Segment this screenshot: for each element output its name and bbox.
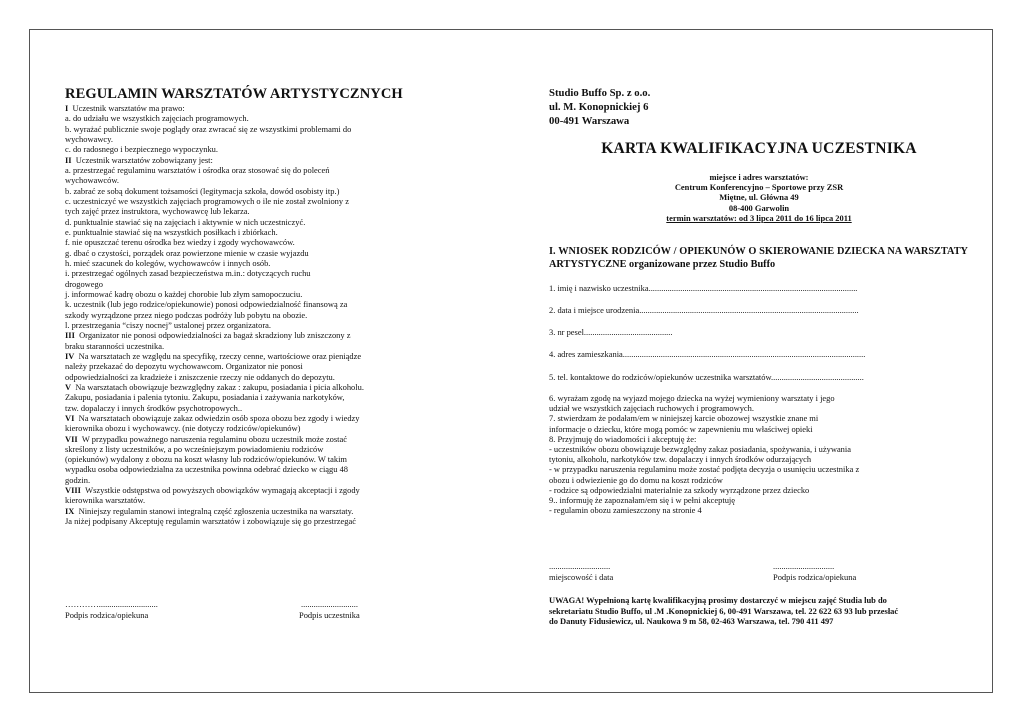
regulamin-line (65, 506, 415, 516)
venue-line: miejsce i adres warsztatów: (709, 172, 809, 182)
regulamin-text: szkody wyrządzone przez niego podczas podróży lub pobytu na obozie. (65, 309, 308, 320)
regulamin-text: e. punktualnie stawiać się na wszystkich posiłkach i zbiórkach. (65, 226, 278, 237)
regulamin-text: d. punktualnie stawiać się na zajęciach i aktywnie w nich uczestniczyć. (65, 216, 306, 227)
regulamin-line (65, 330, 415, 340)
regulamin-line (65, 258, 415, 268)
regulamin-text: tych zajęć przez instruktora, wychowawcę lub lekarza. (65, 206, 250, 217)
place-date-block (549, 561, 613, 583)
regulamin-text: drogowego (65, 278, 103, 289)
consent-line: 9.. informuję że zapoznałam/em się i w pełni akceptuję (549, 495, 736, 506)
regulamin-text: f. nie opuszczać terenu ośrodka bez wiedzy i zgody wychowawców. (65, 237, 295, 248)
regulamin-line (65, 495, 415, 505)
field-pesel: 3. nr pesel.......................................... (549, 327, 673, 337)
place-date-label: miejscowość i data (549, 572, 614, 582)
card-parent-signature-dots: ............................. (773, 561, 835, 571)
consent-line: 7. stwierdzam że podałam/em w niniejszej karcie obozowej wszystkie znane mi (549, 413, 819, 424)
regulamin-section (65, 86, 415, 526)
venue-line: Miętne, ul. Główna 49 (719, 192, 799, 203)
regulamin-line (65, 299, 415, 309)
note-line: sekretariatu Studio Buffo, ul .M .Konopnickiej 6, 00-491 Warszawa, tel. 22 622 63 93 lub przesłać (549, 605, 899, 616)
regulamin-text: W przypadku poważnego naruszenia regulaminu obozu uczestnik może zostać (81, 433, 347, 444)
section-number: III (65, 330, 75, 341)
term-line: termin warsztatów: od 3 lipca 2011 do 16 lipca 2011 (666, 212, 852, 223)
regulamin-line (65, 134, 415, 144)
parent-signature-label: Podpis rodzica/opiekuna (65, 610, 149, 620)
regulamin-text: a. do udziału we wszystkich zajęciach programowych. (65, 113, 249, 124)
section-number: IV (65, 350, 75, 361)
regulamin-text: kierownika obozu i wychowawcy. (nie dotyczy rodziców/opiekunów) (65, 423, 301, 434)
regulamin-text: Ja niżej podpisany Akceptuję regulamin warsztatów i zobowiązuje się go przestrzegać (65, 516, 356, 527)
regulamin-line (65, 279, 415, 289)
regulamin-text: kierownika warsztatów. (65, 495, 146, 506)
regulamin-line (65, 124, 415, 134)
karta-section (549, 86, 969, 627)
regulamin-text: k. uczestnik (lub jego rodzice/opiekunowie) ponosi odpowiedzialność finansową za (65, 299, 348, 310)
participant-signature-label: Podpis uczestnika (299, 610, 360, 620)
section-number: I (65, 103, 69, 113)
regulamin-line (65, 206, 415, 216)
regulamin-line (65, 196, 415, 206)
field-name: 1. imię i nazwisko uczestnika................................................................................................... (549, 283, 858, 293)
card-parent-signature-block (773, 561, 856, 583)
regulamin-text: Uczestnik warsztatów zobowiązany jest: (75, 154, 213, 165)
regulamin-line (65, 165, 415, 175)
consent-line: - uczestników obozu obowiązuje bezwzględny zakaz posiadania, spożywania, i używania (549, 444, 851, 455)
field-address: 4. adres zamieszkania................................................................................................................... (549, 349, 866, 359)
regulamin-line (65, 361, 415, 371)
regulamin-line (65, 351, 415, 361)
regulamin-line (65, 310, 415, 320)
consent-line: udział we wszystkich zajęciach ruchowych i programowych. (549, 403, 755, 414)
regulamin-text: g. dbać o czystości, porządek oraz powierzone mienie w czasie wyjazdu (65, 247, 309, 258)
regulamin-text: b. zabrać ze sobą dokument tożsamości (legitymacja szkoła, dowód osobisty itp.) (65, 185, 340, 196)
regulamin-line (65, 341, 415, 351)
venue-line: 08-400 Garwolin (728, 202, 790, 213)
section-number: II (65, 154, 72, 165)
consent-lines (549, 393, 969, 515)
section-number: VIII (65, 485, 81, 496)
regulamin-text: (opiekunów) wydalony z obozu na koszt własny lub rodziców/opiekunów. W takim (65, 454, 347, 465)
consent-line: informacje o dziecku, które mogą pomóc w zapewnieniu mu właściwej opieki (549, 423, 813, 434)
consent-line: 6. wyrażam zgodę na wyjazd mojego dziecka na wyżej wymieniony warsztaty i jego (549, 393, 835, 403)
card-parent-signature-label: Podpis rodzica/opiekuna (773, 572, 857, 582)
consent-line: obozu i odwiezienie go do domu na koszt rodziców (549, 474, 723, 485)
regulamin-text: b. wyrażać publicznie swoje poglądy oraz zwracać się ze wszystkimi problemami do (65, 123, 352, 134)
regulamin-line (65, 237, 415, 247)
regulamin-line (65, 320, 415, 330)
parent-signature-block (65, 599, 158, 621)
regulamin-text: wypadku osoba odpowiedzialna za uczestnika powinna odebrać dziecko w ciągu 48 (65, 464, 349, 475)
regulamin-text: a. przestrzegać regulaminu warsztatów i ośrodka oraz stosować się do poleceń (65, 164, 330, 175)
regulamin-text: skreślony z listy uczestników, a po wcześniejszym powiadomieniu rodziców (65, 443, 324, 454)
regulamin-text: odpowiedzialności za kradzieże i zniszczenie rzeczy nie oddanych do depozytu. (65, 371, 335, 382)
regulamin-text: Na warsztatach obowiązuje zakaz odwiedzin osób spoza obozu bez zgody i wiedzy (78, 412, 360, 423)
regulamin-text: c. do radosnego i bezpiecznego wypoczynku. (65, 144, 218, 155)
regulamin-line (65, 403, 415, 413)
regulamin-line (65, 475, 415, 485)
participant-signature-dots: ........................... (301, 599, 358, 609)
regulamin-line (65, 103, 415, 113)
regulamin-text: i. przestrzegać ogólnych zasad bezpieczeństwa m.in.: dotyczących ruchu (65, 268, 311, 279)
consent-line: tytoniu, alkoholu, narkotyków tzw. dopalaczy i innych środków odurzających (549, 454, 812, 465)
place-date-dots: ............................. (549, 561, 611, 571)
consent-line: - rodzice są odpowiedzialni materialnie za szkody wyrządzone przez dziecko (549, 484, 810, 495)
regulamin-line (65, 155, 415, 165)
regulamin-line (65, 268, 415, 278)
regulamin-text: h. mieć szacunek do kolegów, wychowawców i innych osób. (65, 257, 271, 268)
regulamin-line (65, 175, 415, 185)
regulamin-text: Na warsztatach obowiązuje bezwzględny zakaz : zakupu, posiadania i picia alkoholu. (75, 381, 364, 392)
regulamin-line (65, 289, 415, 299)
venue-info (549, 172, 969, 223)
note-line: do Danuty Fidusiewicz, ul. Naukowa 9 m 58, 02-463 Warszawa, tel. 790 411 497 (549, 616, 834, 627)
section-number: VI (65, 412, 75, 423)
consent-line: 8. Przyjmuję do wiadomości i akceptuję że: (549, 433, 697, 444)
regulamin-line (65, 444, 415, 454)
participant-signature-block (299, 599, 360, 621)
venue-line: Centrum Konferencyjno – Sportowe przy ZSR (674, 182, 844, 193)
regulamin-line (65, 413, 415, 423)
regulamin-text: Uczestnik warsztatów ma prawo: (72, 103, 185, 113)
regulamin-line (65, 485, 415, 495)
regulamin-text: Wszystkie odstępstwa od powyższych obowiązków wymagają akceptacji i zgody (85, 485, 360, 496)
card-title: KARTA KWALIFIKACYJNA UCZESTNIKA (601, 140, 917, 157)
regulamin-line (65, 186, 415, 196)
regulamin-line (65, 248, 415, 258)
consent-block (549, 393, 969, 515)
regulamin-text: tzw. dopalaczy i innych środków psychotropowych.. (65, 402, 243, 413)
regulamin-text: c. uczestniczyć we wszystkich zajęciach programowych o ile nie został zwolniony z (65, 195, 349, 206)
regulamin-line (65, 113, 415, 123)
regulamin-text: l. przestrzegania “ciszy nocnej” ustalonej przez organizatora. (65, 319, 271, 330)
studio-address (549, 86, 969, 129)
regulamin-line (65, 392, 415, 402)
section-number: IX (65, 505, 75, 516)
regulamin-text: wychowawców. (65, 175, 120, 186)
section-number: V (65, 381, 72, 392)
regulamin-line (65, 227, 415, 237)
regulamin-text: Organizator nie ponosi odpowiedzialności za bagaż skradziony lub zniszczony z (79, 330, 351, 341)
delivery-note (549, 595, 969, 627)
regulamin-line (65, 423, 415, 433)
regulamin-text: braku staranności uczestnika. (65, 340, 165, 351)
regulamin-text: Zakupu, posiadania i palenia tytoniu. Zakupu, posiadania i zażywania narkotyków, (65, 392, 345, 403)
section-number: VII (65, 433, 78, 444)
regulamin-title: REGULAMIN WARSZTATÓW ARTYSTYCZNYCH (65, 86, 403, 102)
regulamin-line (65, 382, 415, 392)
address-line: 00-491 Warszawa (549, 115, 630, 128)
parent-signature-dots: …………............................ (65, 599, 158, 609)
regulamin-text: Niniejszy regulamin stanowi integralną część zgłoszenia uczestnika na warsztaty. (78, 505, 354, 516)
regulamin-line (65, 434, 415, 444)
regulamin-line (65, 144, 415, 154)
regulamin-text: wychowawcy. (65, 133, 113, 144)
regulamin-line (65, 454, 415, 464)
consent-line: - w przypadku naruszenia regulaminu może zostać podjęta decyzja o usunięciu uczestnika z (549, 464, 860, 475)
note-line: UWAGA! Wypełnioną kartę kwalifikacyjną prosimy dostarczyć w miejscu zajęć Studia lub do (549, 595, 887, 605)
regulamin-line (65, 464, 415, 474)
regulamin-text: Na warsztatach ze względu na specyfikę, rzeczy cenne, wartościowe oraz pieniądze (78, 350, 362, 361)
regulamin-line (65, 372, 415, 382)
field-phone: 5. tel. kontaktowe do rodziców/opiekunów uczestnika warsztatów............................................ (549, 372, 864, 382)
regulamin-line (65, 516, 415, 526)
regulamin-lines (65, 103, 415, 526)
regulamin-text: j. informować kadrę obozu o każdej chorobie lub złym samopoczuciu. (65, 288, 303, 299)
address-line: Studio Buffo Sp. z o.o. (549, 87, 651, 99)
section-heading: I. WNIOSEK RODZICÓW / OPIEKUNÓW O SKIEROWANIE DZIECKA NA WARSZTATY ARTYSTYCZNE organizowane przez Studio Buffo (549, 246, 968, 270)
consent-line: - regulamin obozu zamieszczony na stronie 4 (549, 505, 702, 516)
address-line: ul. M. Konopnickiej 6 (549, 101, 649, 114)
field-birth: 2. data i miejsce urodzenia........................................................................................................ (549, 305, 859, 315)
regulamin-line (65, 217, 415, 227)
regulamin-text: godzin. (65, 474, 91, 485)
regulamin-text: należy przekazać do depozytu wychowawcom. Organizator nie ponosi (65, 361, 303, 372)
